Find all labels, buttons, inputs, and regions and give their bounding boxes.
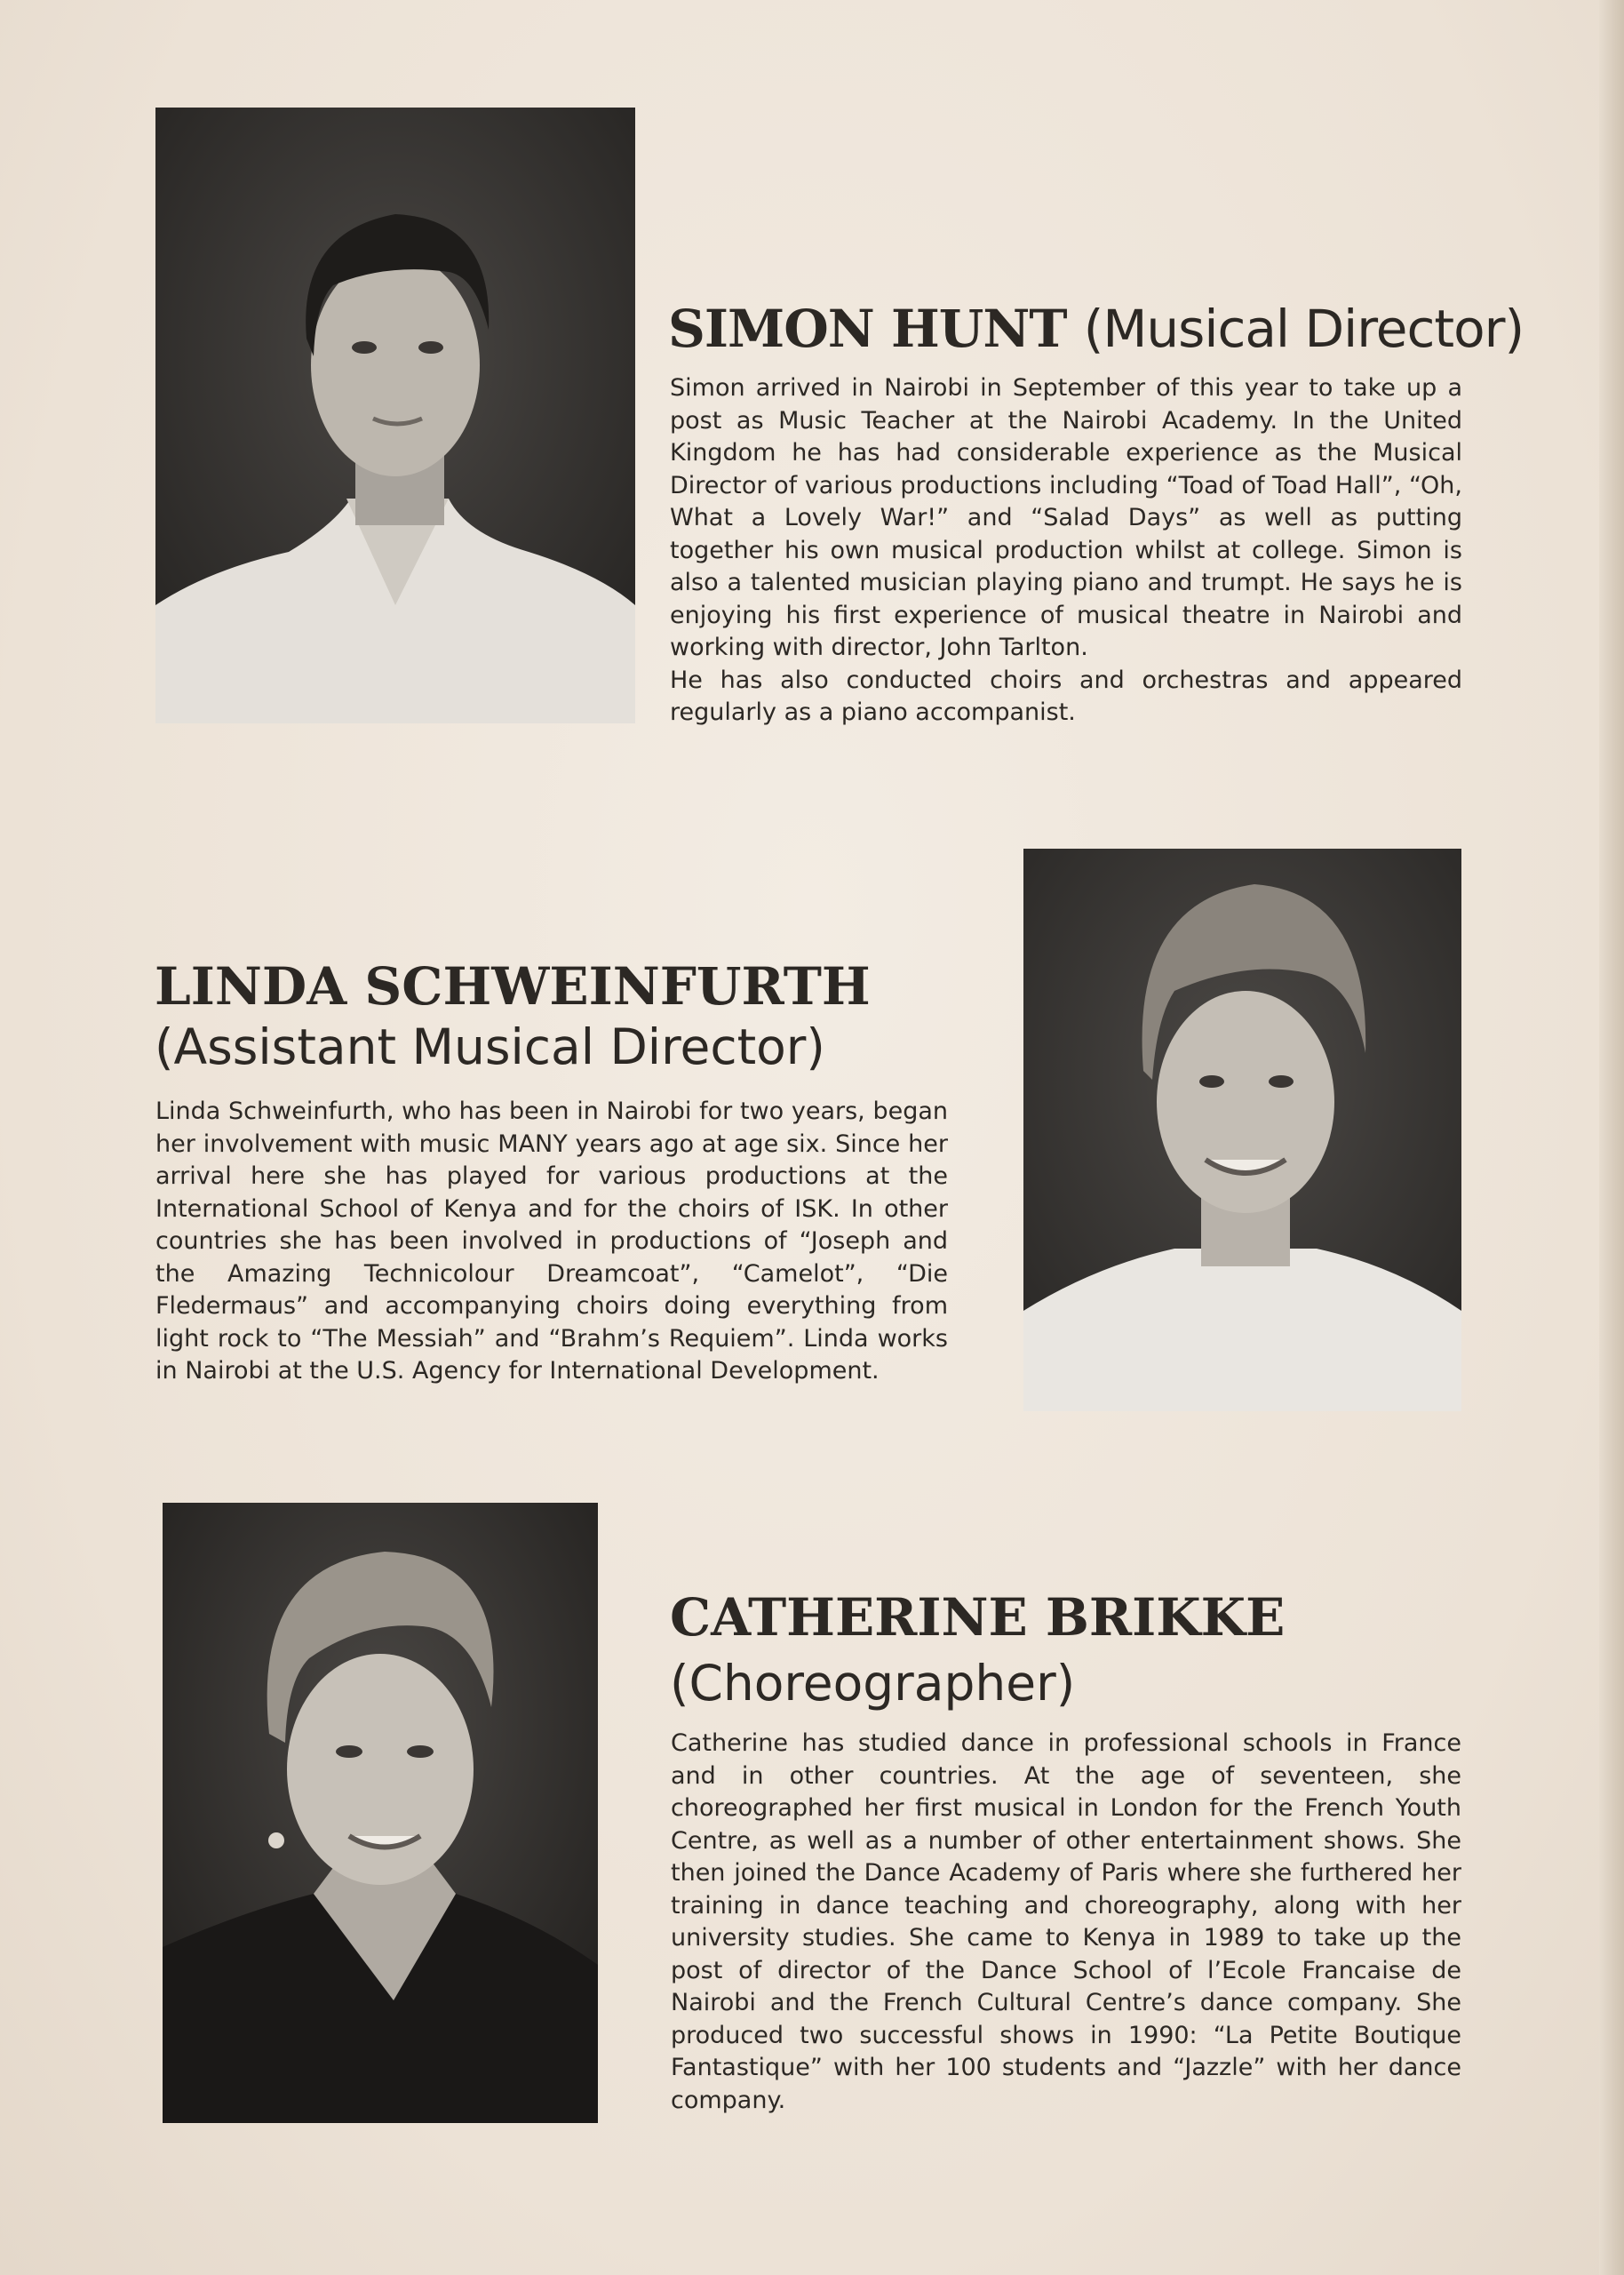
simon-hunt-portrait bbox=[155, 108, 635, 723]
catherine-brikke-bio bbox=[671, 1728, 1461, 2117]
linda-schweinfurth-bio bbox=[155, 1096, 948, 1388]
catherine-brikke-portrait bbox=[163, 1503, 598, 2123]
portrait-woman-icon bbox=[163, 1503, 598, 2123]
simon-hunt-bio bbox=[670, 372, 1462, 730]
linda-schweinfurth-portrait bbox=[1023, 849, 1461, 1411]
portrait-woman-icon bbox=[1023, 849, 1461, 1411]
portrait-man-icon bbox=[155, 108, 635, 723]
page-spine-shadow bbox=[1599, 0, 1624, 2275]
profile-role: (Musical Director) bbox=[1083, 299, 1524, 359]
linda-schweinfurth-role: (Assistant Musical Director) bbox=[155, 1018, 825, 1075]
catherine-brikke-name: CATHERINE BRIKKE bbox=[670, 1587, 1286, 1648]
catherine-brikke-role: (Choreographer) bbox=[670, 1655, 1076, 1712]
bio-paragraph: Linda Schweinfurth, who has been in Nairobi for two years, began her involvement with music MANY years ago at age six. Since her arrival here she has played for various productions at the International School of Kenya and for the choirs of ISK. In other countries she has been involved in productions of “Joseph and the Amazing Technicolour Dreamcoat”, “Camelot”, “Die Fledermaus” and accompanying choirs doing everything from light rock to “The Messiah” and “Brahm’s Requiem”. Linda works in Nairobi at the U.S. Agency for International Development. bbox=[155, 1098, 948, 1385]
simon-hunt-heading bbox=[668, 299, 1524, 359]
linda-schweinfurth-name: LINDA SCHWEINFURTH bbox=[155, 956, 871, 1017]
profile-name: SIMON HUNT bbox=[668, 299, 1067, 359]
bio-paragraph: He has also conducted choirs and orchestras and appeared regularly as a piano accompanist. bbox=[670, 666, 1462, 726]
bio-paragraph: Simon arrived in Nairobi in September of this year to take up a post as Music Teacher at the Nairobi Academy. In the United Kingdom he has had considerable experience as the Musical Director of various productions including “Toad of Toad Hall”, “Oh, What a Lovely War!” and “Salad Days” as well as putting together his own musical production whilst at college. Simon is also a talented musician playing piano and trumpt. He says he is enjoying his first experience of musical theatre in Nairobi and working with director, John Tarlton. bbox=[670, 374, 1462, 661]
bio-paragraph: Catherine has studied dance in professional schools in France and in other countries. At the age of seventeen, she choreographed her first musical in London for the French Youth Centre, as well as a number of other entertainment shows. She then joined the Dance Academy of Paris where she furthered her training in dance teaching and choreography, along with her university studies. She came to Kenya in 1989 to take up the post of director of the Dance School of l’Ecole Francaise de Nairobi and the French Cultural Centre’s dance company. She produced two successful shows in 1990: “La Petite Boutique Fantastique” with her 100 students and “Jazzle” with her dance company. bbox=[671, 1729, 1461, 2114]
